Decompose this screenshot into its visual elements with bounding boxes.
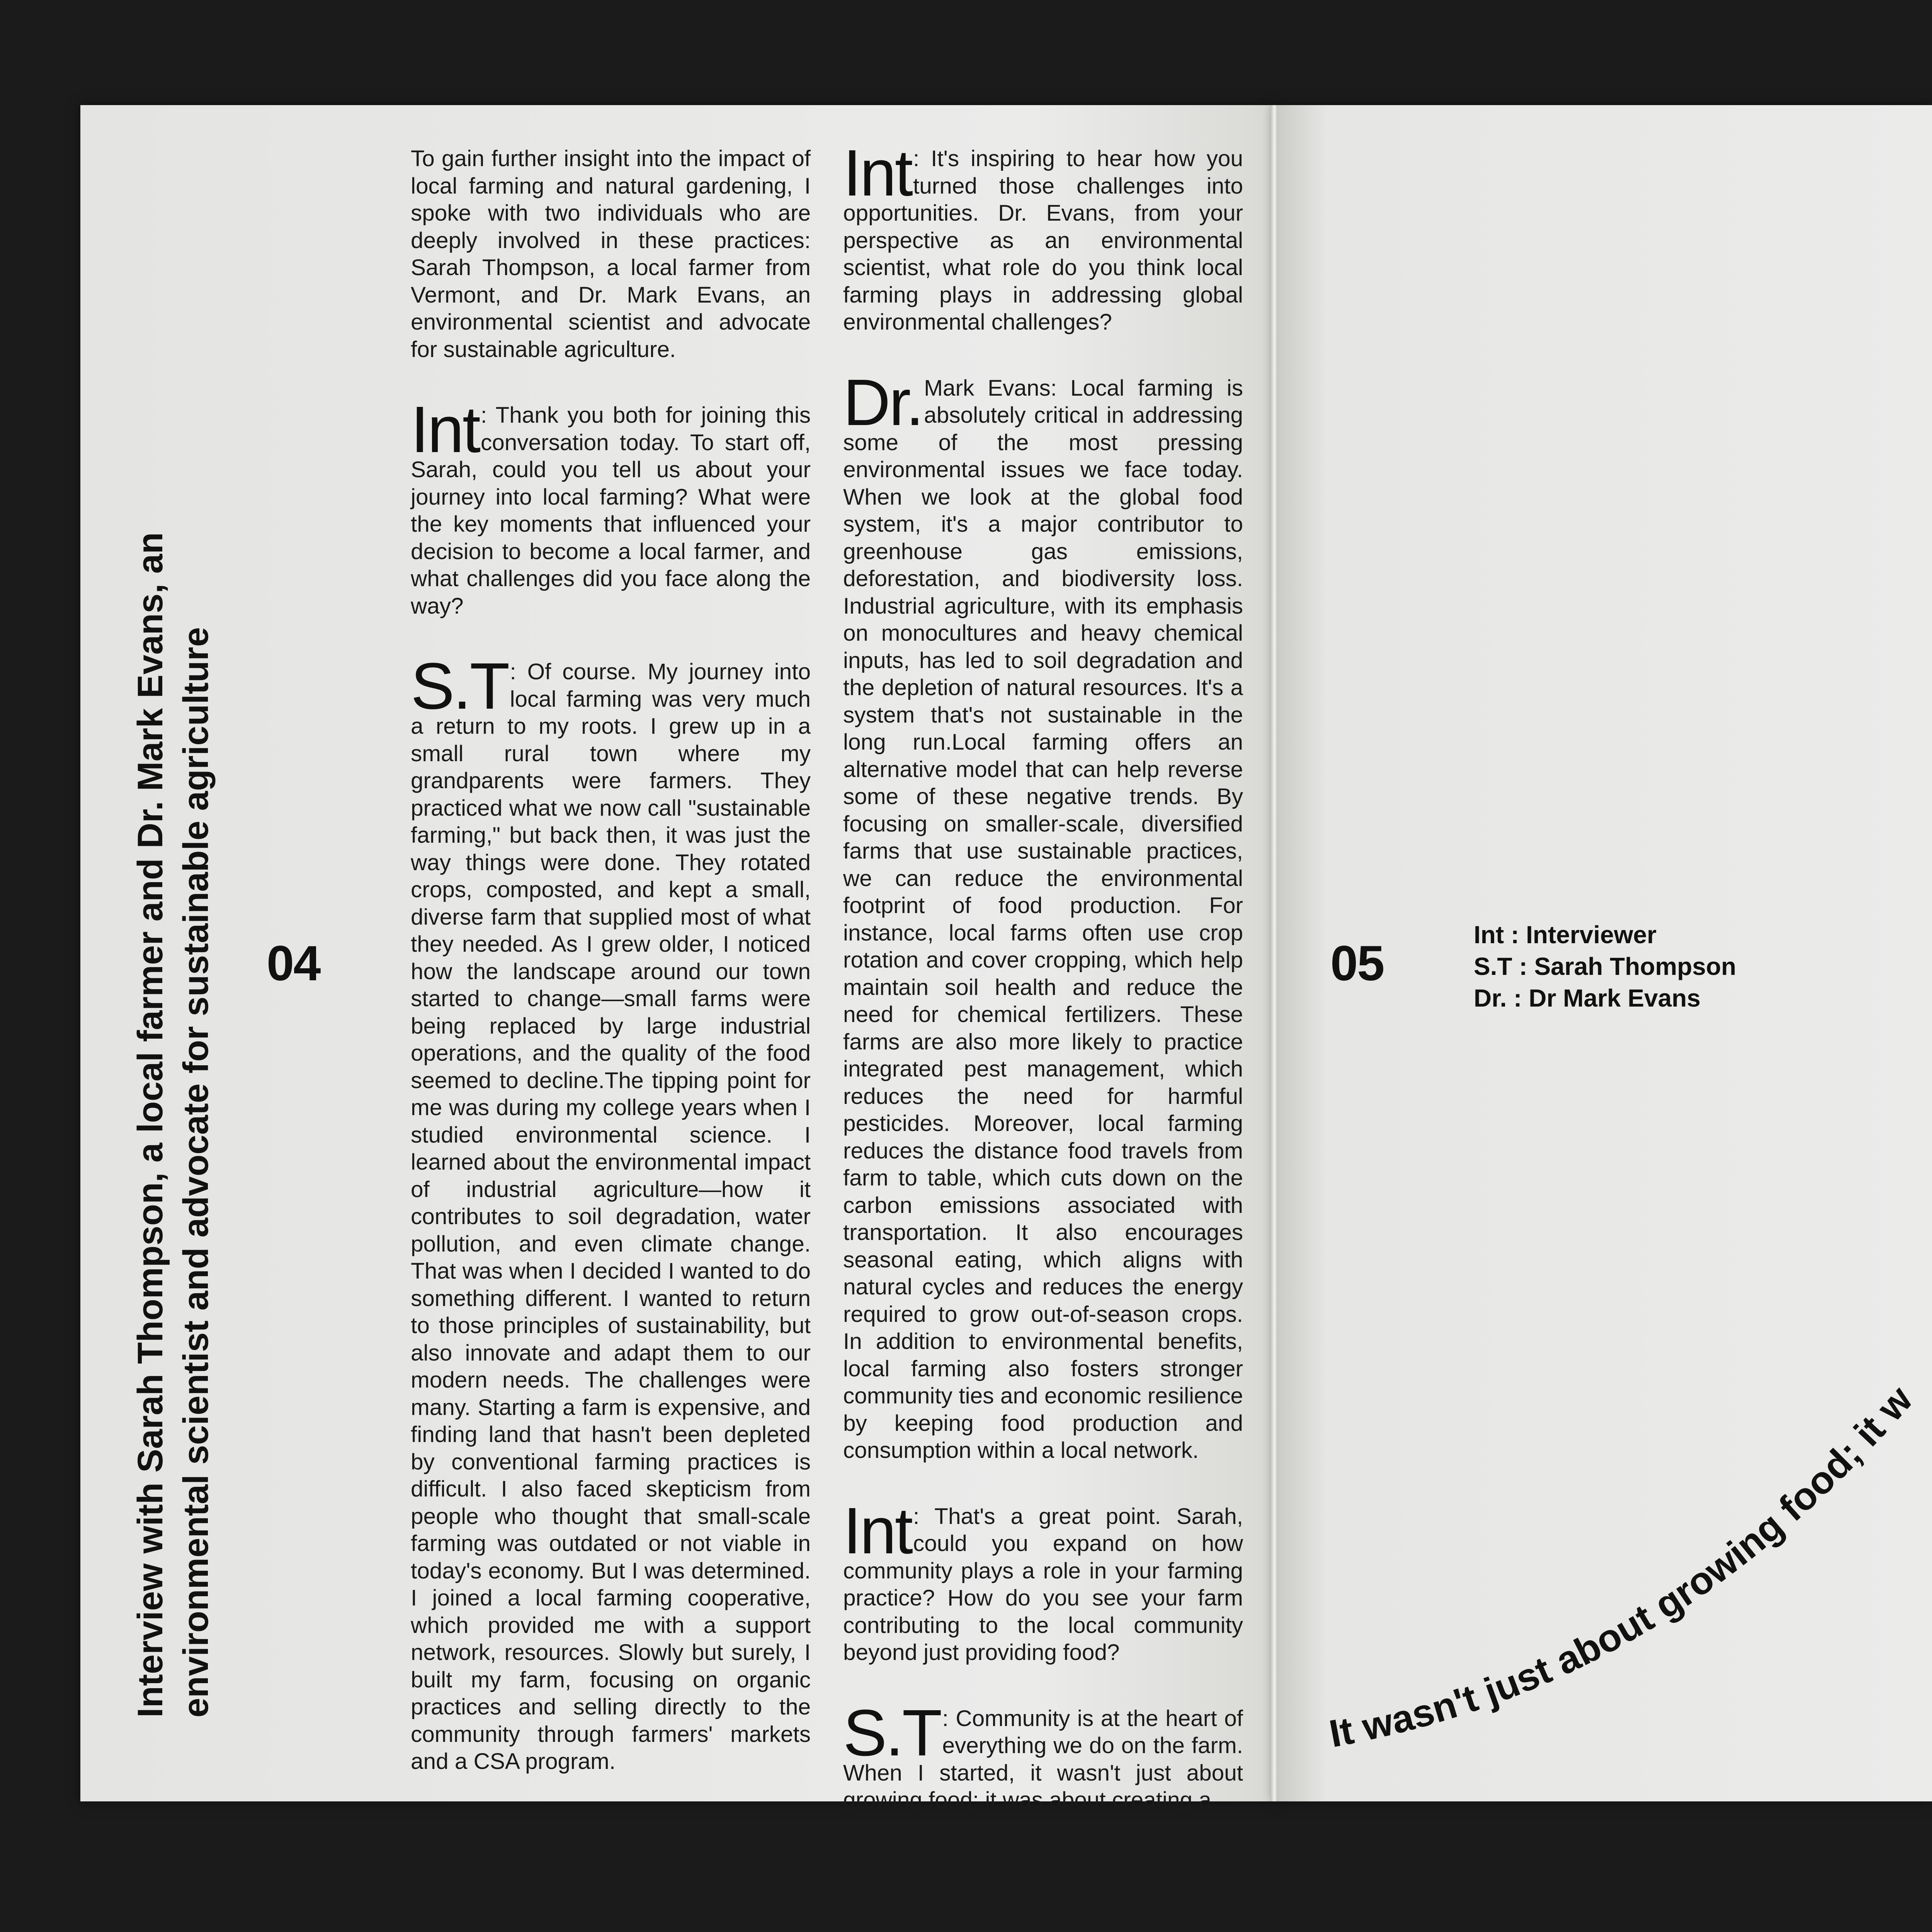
speaker-drop-cap: S.T <box>843 1696 941 1770</box>
page-number-left: 04 <box>267 936 320 991</box>
interview-paragraph: Int : It's inspiring to hear how you turned those challenges into opportunities. Dr. Evans, from your perspective as an environmental scientist, what role do you think local farming plays in addressing global environmental challenges? <box>843 136 1243 335</box>
page-number-right: 05 <box>1330 936 1384 991</box>
interview-paragraph: S.T : Of course. My journey into local farming was very much a return to my roots. I grew up in a small rural town where my grandparents were farmers. They practiced what we now call "sustainable farming," but back then, it was just the way things were done. They rotated crops, composted, and kept a small, diverse farm that supplied most of what they needed. As I grew older, I noticed how the landscape around our town started to change—small farms were being replaced by large industrial operations, and the quality of the food seemed to decline.The tipping point for me was during my college years when I studied environmental science. I learned about the environmental impact of industrial agriculture—how it contributes to soil degradation, water pollution, and even climate change. That was when I decided I wanted to do something different. I wanted to return to those principles of sustainability, but also innovate and adapt them to our modern needs. The challenges were many. Starting a farm is expensive, and finding land that hasn't been depleted by conventional farming practices is difficult. I also faced skepticism from people who thought that small-scale farming was outdated or not viable in today's economy. But I was determined. I joined a local farming cooperative, which provided me with a support network, resources. Slowly but surely, I built my farm, focusing on organic practices and selling directly to the community through farmers' markets and a CSA program. <box>411 650 811 1774</box>
intro-paragraph: To gain further insight into the impact of local farming and natural gardening, I spoke with two individuals who are deeply involved in these practices: Sarah Thompson, a local farmer from Vermont, and Dr. Mark Evans, an environmental scientist and advocate for sustainable agriculture. <box>411 146 811 362</box>
curved-quote-text: It wasn't just about growing food; it w <box>1326 1378 1921 1756</box>
speaker-drop-cap: Int <box>411 393 480 466</box>
speaker-drop-cap: S.T <box>411 650 509 723</box>
speaker-drop-cap: Int <box>843 1494 912 1568</box>
interview-paragraph: S.T : Community is at the heart of everything we do on the farm. When I started, it wasn't just about growing food; it was about creating a <box>843 1696 1243 1813</box>
title-line-1: Interview with Sarah Thompson, a local farmer and Dr. Mark Evans, an <box>131 532 170 1718</box>
interview-paragraph: Dr. Mark Evans: Local farming is absolutely critical in addressing some of the most pressing environmental issues we face today. When we look at the global food system, it's a major contributor to greenhouse gas emissions, deforestation, and biodiversity loss. Industrial agriculture, with its emphasis on monocultures and heavy chemical inputs, has led to soil degradation and the depletion of natural resources. It's a system that's not sustainable in the long run.Local farming offers an alternative model that can help reverse some of these negative trends. By focusing on smaller-scale, diversified farms that use sustainable practices, we can reduce the environmental footprint of food production. For instance, local farms often use crop rotation and cover cropping, which help maintain soil health and reduce the need for chemical fertilizers. These farms are also more likely to practice integrated pest management, which reduces the need for harmful pesticides. Moreover, local farming reduces the distance food travels from farm to table, which cuts down on the carbon emissions associated with transportation. It also encourages seasonal eating, which aligns with natural cycles and reduces the energy required to grow out-of-season crops. In addition to environmental benefits, local farming also fosters stronger community ties and economic resilience by keeping food production and consumption within a local network. <box>843 366 1243 1463</box>
speaker-drop-cap: Dr. <box>843 366 923 439</box>
interview-paragraph: Int : Thank you both for joining this conversation today. To start off, Sarah, could you tell us about your journey into local farming? What were the key moments that influenced your decision to become a local farmer, and what challenges did you face along the way? <box>411 393 811 619</box>
text-column-a <box>411 145 811 1776</box>
text-column-b <box>843 136 1243 1814</box>
legend-item: Int : Interviewer <box>1474 921 1656 949</box>
title-line-2: environmental scientist and advocate for sustainable agriculture <box>176 627 216 1718</box>
interview-paragraph: Int : That's a great point. Sarah, could you expand on how community plays a role in your farming practice? How do you see your farm contributing to the local community beyond just providing food? <box>843 1494 1243 1665</box>
legend-item: Dr. : Dr Mark Evans <box>1474 984 1701 1012</box>
vertical-title <box>128 184 219 1718</box>
speaker-drop-cap: Int <box>843 136 912 210</box>
legend-item: S.T : Sarah Thompson <box>1474 952 1736 980</box>
curved-quote <box>1274 105 1932 1801</box>
